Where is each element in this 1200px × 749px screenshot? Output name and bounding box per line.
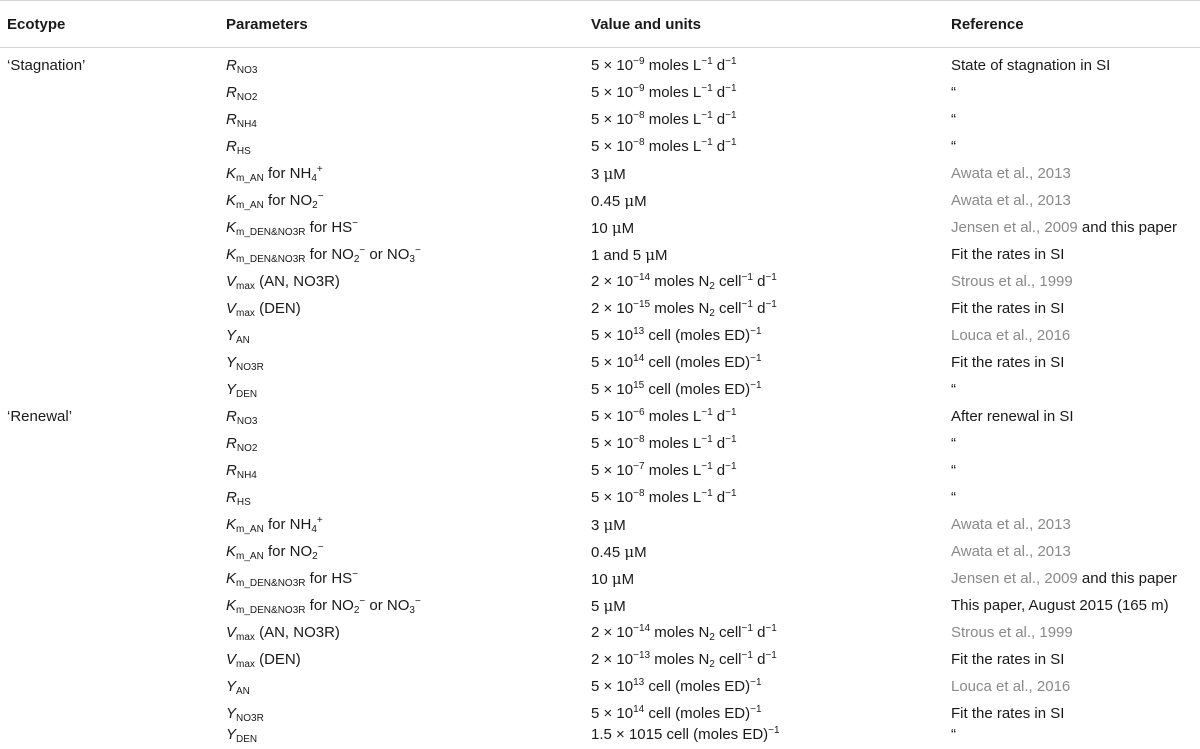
parameter-cell: $R_{NO3}$ (226, 57, 258, 76)
reference-link[interactable]: Jensen et al., 2009 (951, 570, 1078, 587)
value-cell: $5 \times 10^{-8}$ moles $L^{-1}$ $d^{-1}$ (591, 488, 737, 506)
ecotype-cell: ‘Stagnation’ (7, 57, 86, 74)
parameter-cell: $K_{m\_AN}$ for $NO_2^-$ (226, 191, 324, 211)
table-row (0, 296, 1200, 323)
value-cell: 10 μM (591, 219, 635, 237)
table-row (0, 512, 1200, 539)
table-row (0, 377, 1200, 404)
value-cell: $5 \times 10^{-6}$ moles $L^{-1}$ $d^{-1}$ (591, 407, 737, 425)
value-cell: 1.5 × 1015 cell (moles ED)$^{-1}$ (591, 725, 780, 743)
value-cell: $5 \times 10^{13}$ cell (moles ED)$^{-1}$ (591, 326, 762, 344)
parameter-cell: $V_{max}$ (DEN) (226, 651, 301, 670)
parameter-cell: $K_{m\_DEN\&NO3R}$ for HS− (226, 218, 359, 238)
reference-cell[interactable]: Strous et al., 1999 (951, 273, 1073, 290)
reference-cell: Jensen et al., 2009 and this paper (951, 570, 1178, 587)
header-reference: Reference (951, 16, 1024, 33)
reference-cell[interactable]: Awata et al., 2013 (951, 192, 1071, 209)
reference-cell: State of stagnation in SI (951, 57, 1111, 74)
reference-cell: “ (951, 726, 956, 743)
reference-cell: Jensen et al., 2009 and this paper (951, 219, 1178, 236)
parameter-cell: $Y_{NO3R}$ (226, 705, 264, 724)
reference-cell: After renewal in SI (951, 408, 1074, 425)
reference-cell[interactable]: Awata et al., 2013 (951, 543, 1071, 560)
header-parameters: Parameters (226, 16, 308, 33)
value-cell: $5 \times 10^{14}$ cell (moles ED)$^{-1}$ (591, 704, 762, 722)
table-row (0, 269, 1200, 296)
parameter-cell: $K_{m\_AN}$ for $NH_4^+$ (226, 164, 323, 184)
parameter-cell: $K_{m\_DEN\&NO3R}$ for HS− (226, 569, 359, 589)
parameter-cell: $K_{m\_DEN\&NO3R}$ for $NO_2^-$ or $NO_3^-$ (226, 245, 421, 265)
table-row (0, 134, 1200, 161)
reference-cell: “ (951, 84, 956, 101)
table-row (0, 80, 1200, 107)
header-value: Value and units (591, 16, 702, 33)
parameter-cell: $K_{m\_DEN\&NO3R}$ for $NO_2^-$ or $NO_3^-$ (226, 596, 421, 616)
parameter-cell: $V_{max}$ (AN, NO3R) (226, 624, 340, 643)
parameter-cell: $K_{m\_AN}$ for $NH_4^+$ (226, 515, 323, 535)
table-row (0, 431, 1200, 458)
reference-cell: Fit the rates in SI (951, 651, 1065, 668)
table-row (0, 620, 1200, 647)
value-cell: 5 μM (591, 597, 626, 615)
parameter-cell: $R_{NO2}$ (226, 84, 258, 103)
table-row (0, 593, 1200, 620)
parameter-cell: $Y_{NO3R}$ (226, 354, 264, 373)
value-cell: 10 μM (591, 570, 635, 588)
table-row (0, 647, 1200, 674)
value-cell: $5 \times 10^{-8}$ moles $L^{-1}$ $d^{-1}$ (591, 137, 737, 155)
value-cell: $5 \times 10^{-9}$ moles $L^{-1}$ $d^{-1}$ (591, 56, 737, 74)
reference-cell: “ (951, 489, 956, 506)
table-row (0, 485, 1200, 512)
parameter-cell: $Y_{DEN}$ (226, 381, 258, 400)
table-row (0, 323, 1200, 350)
value-cell: 0.45 μM (591, 543, 647, 561)
parameter-cell: $Y_{AN}$ (226, 327, 250, 346)
table-row (0, 404, 1200, 431)
parameter-cell: $R_{HS}$ (226, 138, 251, 157)
value-cell: $5 \times 10^{-8}$ moles $L^{-1}$ $d^{-1}$ (591, 434, 737, 452)
ecotype-cell: ‘Renewal’ (7, 408, 73, 425)
reference-cell: “ (951, 111, 956, 128)
parameter-cell: $R_{NO3}$ (226, 408, 258, 427)
table-row (0, 161, 1200, 188)
value-cell: $2 \times 10^{-14}$ moles $N_2$ cell$^{-1}$ $d^{-1}$ (591, 272, 777, 292)
parameter-cell: $V_{max}$ (AN, NO3R) (226, 273, 340, 292)
reference-cell: “ (951, 435, 956, 452)
value-cell: 1 and 5 μM (591, 246, 668, 264)
reference-cell: “ (951, 138, 956, 155)
table-row (0, 722, 1200, 749)
table-row (0, 458, 1200, 485)
table-row (0, 674, 1200, 701)
value-cell: $5 \times 10^{13}$ cell (moles ED)$^{-1}$ (591, 677, 762, 695)
reference-cell: “ (951, 381, 956, 398)
reference-cell[interactable]: Strous et al., 1999 (951, 624, 1073, 641)
value-cell: $2 \times 10^{-15}$ moles $N_2$ cell$^{-1}$ $d^{-1}$ (591, 299, 777, 319)
table-row (0, 350, 1200, 377)
reference-cell: Fit the rates in SI (951, 354, 1065, 371)
reference-link[interactable]: Jensen et al., 2009 (951, 219, 1078, 236)
value-cell: $5 \times 10^{-8}$ moles $L^{-1}$ $d^{-1}$ (591, 110, 737, 128)
reference-cell: Fit the rates in SI (951, 246, 1065, 263)
parameter-cell: $R_{NO2}$ (226, 435, 258, 454)
reference-cell[interactable]: Louca et al., 2016 (951, 678, 1071, 695)
value-cell: $2 \times 10^{-14}$ moles $N_2$ cell$^{-1}$ $d^{-1}$ (591, 623, 777, 643)
value-cell: $2 \times 10^{-13}$ moles $N_2$ cell$^{-1}$ $d^{-1}$ (591, 650, 777, 670)
table-row (0, 566, 1200, 593)
reference-cell: This paper, August 2015 (165 m) (951, 597, 1169, 614)
value-cell: 0.45 μM (591, 192, 647, 210)
parameter-cell: $R_{NH4}$ (226, 462, 257, 481)
table-row (0, 107, 1200, 134)
parameter-cell: $V_{max}$ (DEN) (226, 300, 301, 319)
reference-cell: Fit the rates in SI (951, 300, 1065, 317)
header-ecotype: Ecotype (7, 16, 66, 33)
table-row (0, 53, 1200, 80)
reference-cell[interactable]: Awata et al., 2013 (951, 516, 1071, 533)
table-header (0, 0, 1200, 48)
reference-cell: “ (951, 462, 956, 479)
value-cell: $5 \times 10^{14}$ cell (moles ED)$^{-1}$ (591, 353, 762, 371)
value-cell: $5 \times 10^{15}$ cell (moles ED)$^{-1}$ (591, 380, 762, 398)
reference-cell[interactable]: Awata et al., 2013 (951, 165, 1071, 182)
parameter-cell: $Y_{DEN}$ (226, 726, 258, 745)
table-row (0, 188, 1200, 215)
value-cell: 3 μM (591, 516, 626, 534)
parameter-cell: $Y_{AN}$ (226, 678, 250, 697)
reference-cell[interactable]: Louca et al., 2016 (951, 327, 1071, 344)
table-row (0, 215, 1200, 242)
value-cell: $5 \times 10^{-9}$ moles $L^{-1}$ $d^{-1}$ (591, 83, 737, 101)
table-row (0, 242, 1200, 269)
parameter-cell: $R_{HS}$ (226, 489, 251, 508)
value-cell: $5 \times 10^{-7}$ moles $L^{-1}$ $d^{-1}$ (591, 461, 737, 479)
parameter-cell: $R_{NH4}$ (226, 111, 257, 130)
table-row (0, 539, 1200, 566)
reference-cell: Fit the rates in SI (951, 705, 1065, 722)
parameter-cell: $K_{m\_AN}$ for $NO_2^-$ (226, 542, 324, 562)
value-cell: 3 μM (591, 165, 626, 183)
